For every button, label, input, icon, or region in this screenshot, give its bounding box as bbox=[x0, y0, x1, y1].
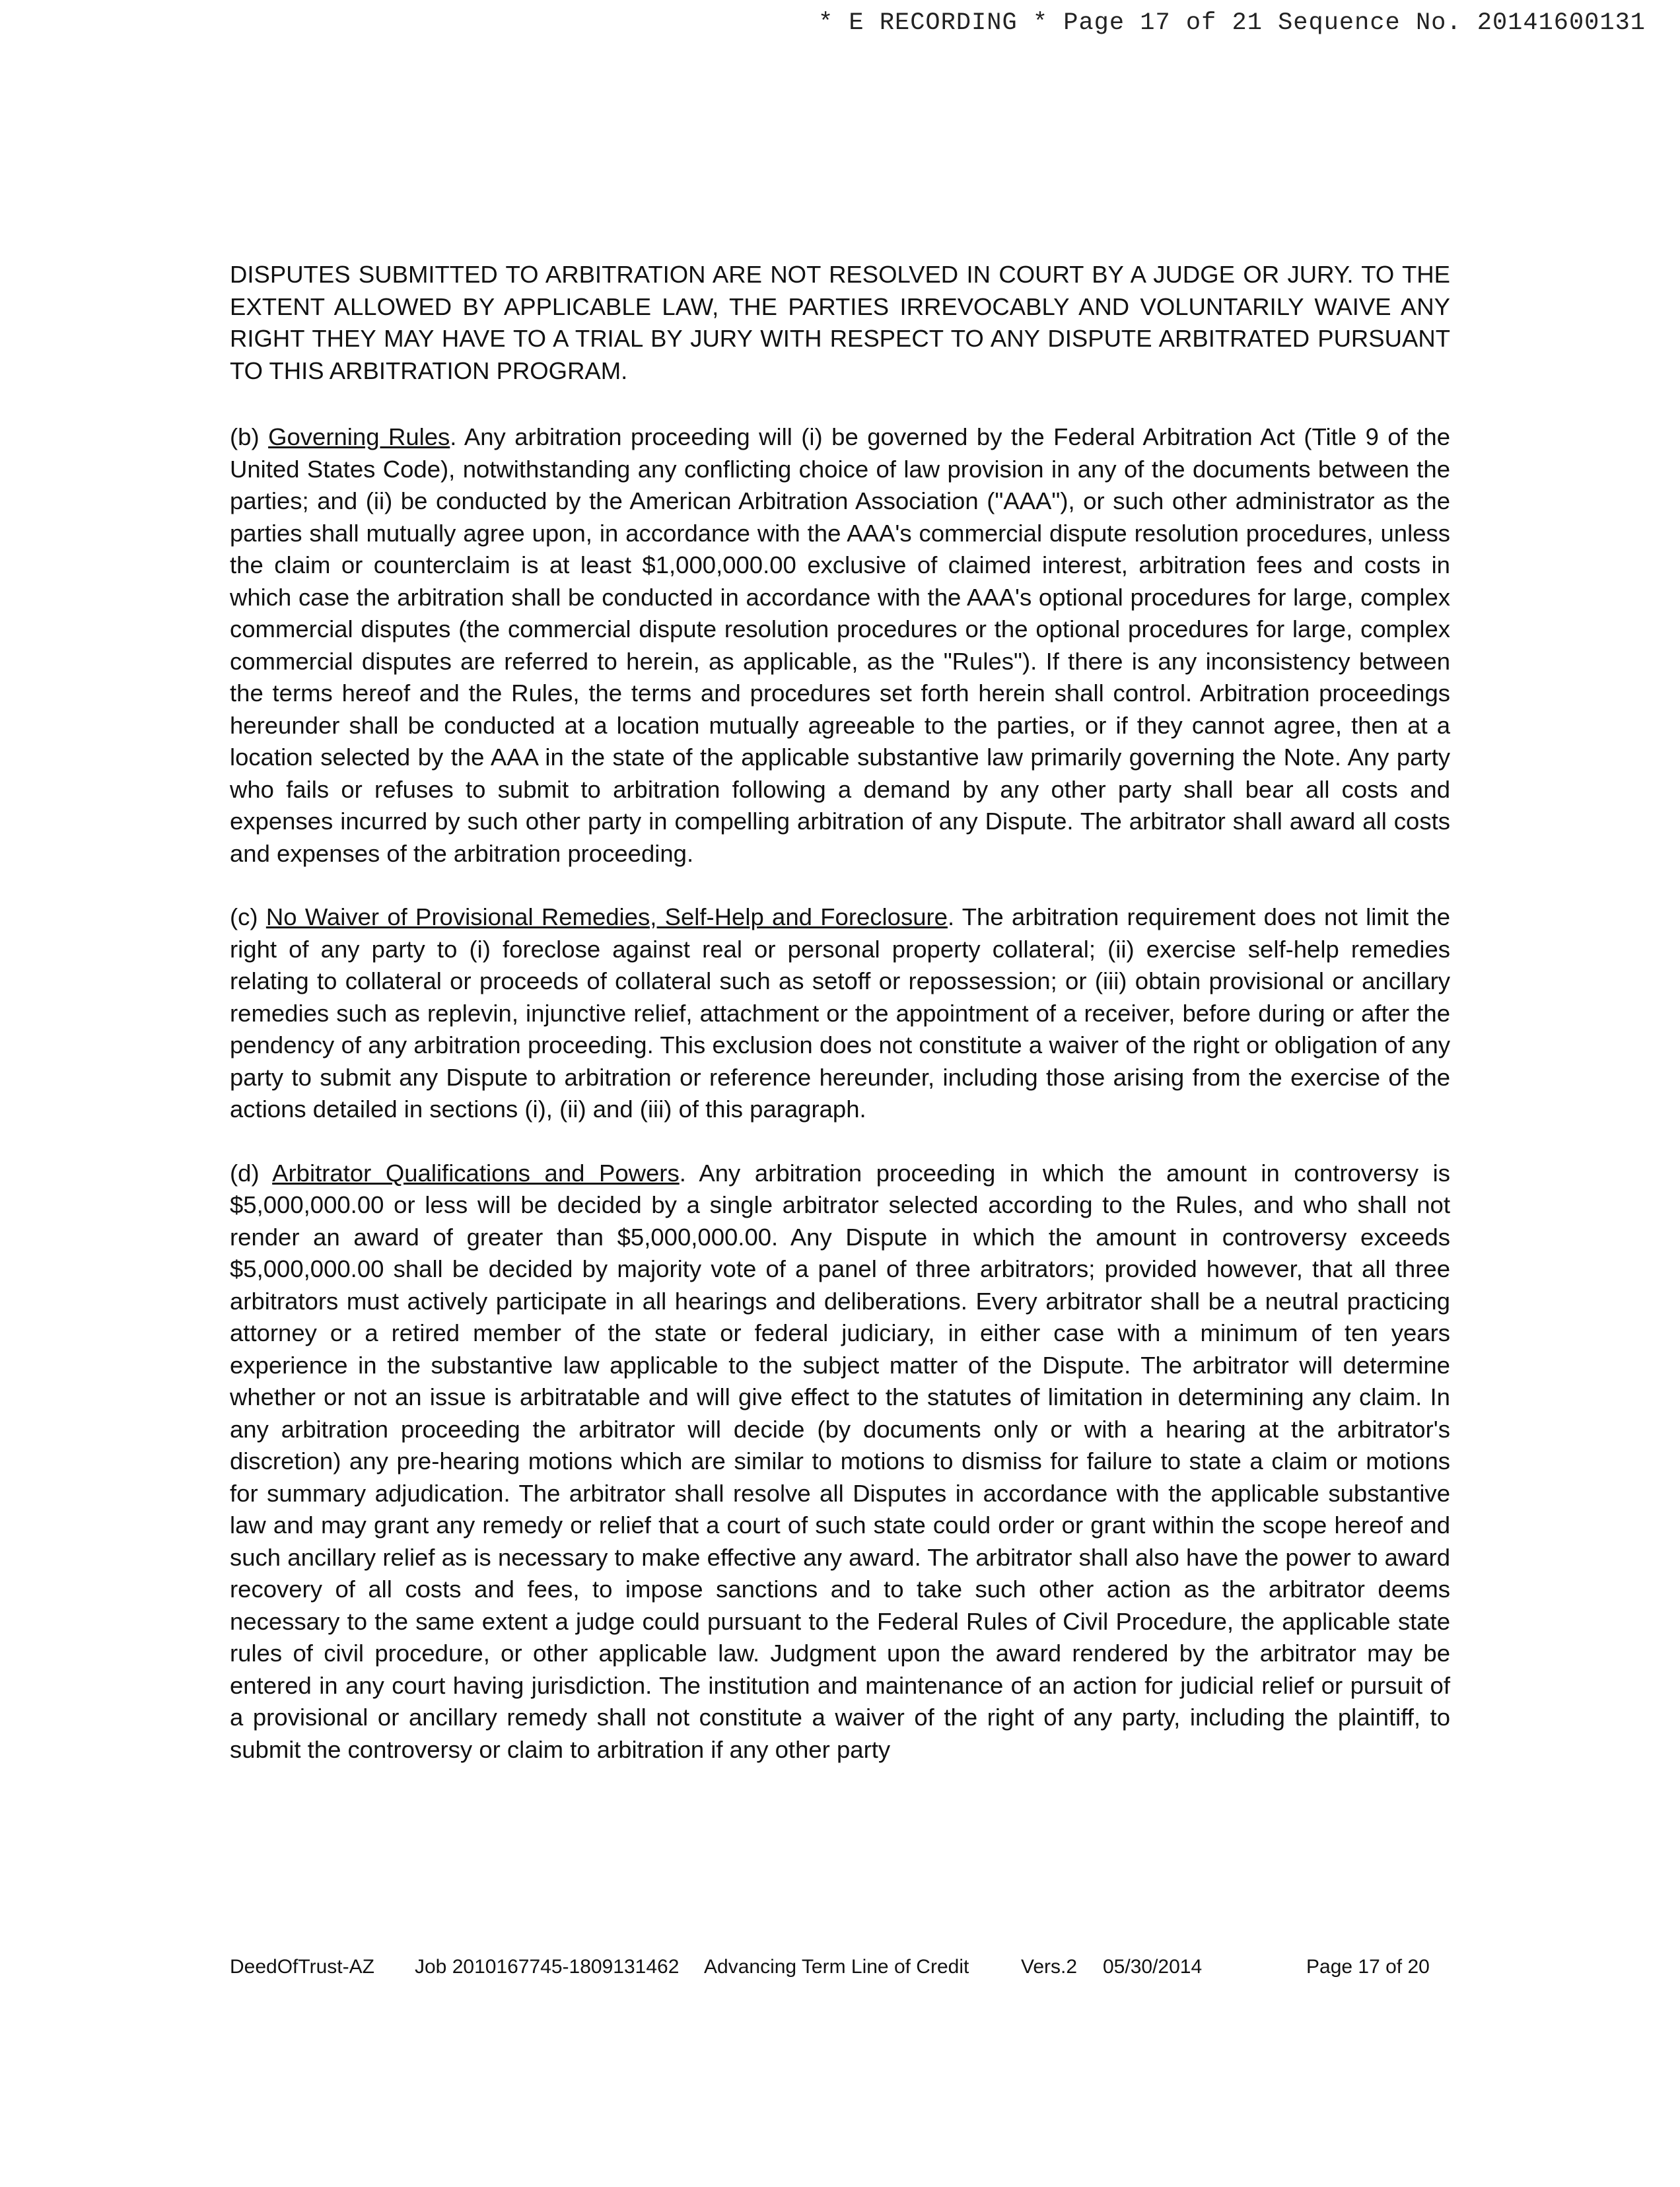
footer-product: Advancing Term Line of Credit bbox=[704, 1956, 969, 1978]
footer-form-name: DeedOfTrust-AZ bbox=[230, 1956, 374, 1978]
section-b-body: . Any arbitration proceeding will (i) be governed by the Federal Arbitration Act (Title 9 of the United States Code), notwithstanding any conflicting choice of law provision in any of the documents between the parties; and (ii) be conducted by the American Arbitration Association ("AAA"), or such other administrator as the parties shall mutually agree upon, in accordance with the AAA's commercial dispute resolution procedures, unless the claim or counterclaim is at least $1,000,000.00 exclusive of claimed interest, arbitration fees and costs in which case the arbitration shall be conducted in accordance with the AAA's optional procedures for large, complex commercial disputes (the commercial dispute resolution procedures or the optional procedures for large, complex commercial disputes are referred to herein, as applicable, as the "Rules"). If there is any inconsistency between the terms hereof and the Rules, the terms and procedures set forth herein shall control. Arbitration proceedings hereunder shall be conducted at a location mutually agreeable to the parties, or if they cannot agree, then at a location selected by the AAA in the state of the applicable substantive law primarily governing the Note. Any party who fails or refuses to submit to arbitration following a demand by any other party shall bear all costs and expenses incurred by such other party in compelling arbitration of any Dispute. The arbitrator shall award all costs and expenses of the arbitration proceeding. bbox=[230, 423, 1451, 867]
footer-page-number: Page 17 of 20 bbox=[1306, 1956, 1430, 1978]
recording-header: * E RECORDING * Page 17 of 21 Sequence No. 20141600131 bbox=[818, 9, 1646, 37]
section-b-label: (b) bbox=[230, 423, 269, 450]
section-d-heading: Arbitrator Qualifications and Powers bbox=[272, 1159, 680, 1187]
section-b-heading: Governing Rules bbox=[268, 423, 450, 450]
section-c-heading: No Waiver of Provisional Remedies, Self-Help and Foreclosure bbox=[265, 903, 948, 930]
no-waiver-paragraph bbox=[230, 901, 1450, 1126]
section-d-label: (d) bbox=[230, 1159, 273, 1187]
arbitrator-qualifications-paragraph bbox=[230, 1158, 1450, 1766]
governing-rules-paragraph bbox=[230, 421, 1450, 870]
document-body bbox=[230, 259, 1450, 1797]
section-c-label: (c) bbox=[230, 903, 266, 930]
jury-waiver-paragraph: DISPUTES SUBMITTED TO ARBITRATION ARE NOT RESOLVED IN COURT BY A JUDGE OR JURY. TO THE EXTENT ALLOWED BY APPLICABLE LAW, THE PARTIES IRREVOCABLY AND VOLUNTARILY WAIVE ANY RIGHT THEY MAY HAVE TO A TRIAL BY JURY WITH RESPECT TO ANY DISPUTE ARBITRATED PURSUANT TO THIS ARBITRATION PROGRAM. bbox=[230, 261, 1450, 384]
footer-job: Job 2010167745-1809131462 bbox=[415, 1956, 680, 1978]
section-d-body: . Any arbitration proceeding in which the amount in controversy is $5,000,000.00 or less will be decided by a single arbitrator selected according to the Rules, and who shall not render an award of greater than $5,000,000.00. Any Dispute in which the amount in controversy exceeds $5,000,000.00 shall be decided by majority vote of a panel of three arbitrators; provided however, that all three arbitrators must actively participate in all hearings and deliberations. Every arbitrator shall be a neutral practicing attorney or a retired member of the state or federal judiciary, in either case with a minimum of ten years experience in the substantive law applicable to the subject matter of the Dispute. The arbitrator will determine whether or not an issue is arbitratable and will give effect to the statutes of limitation in determining any claim. In any arbitration proceeding the arbitrator will decide (by documents only or with a hearing at the arbitrator's discretion) any pre-hearing motions which are similar to motions to dismiss for failure to state a claim or motions for summary adjudication. The arbitrator shall resolve all Disputes in accordance with the applicable substantive law and may grant any remedy or relief that a court of such state could order or grant within the scope hereof and such ancillary relief as is necessary to make effective any award. The arbitrator shall also have the power to award recovery of all costs and fees, to impose sanctions and to take such other action as the arbitrator deems necessary to the same extent a judge could pursuant to the Federal Rules of Civil Procedure, the applicable state rules of civil procedure, or other applicable law. Judgment upon the award rendered by the arbitrator may be entered in any court having jurisdiction. The institution and maintenance of an action for judicial relief or pursuit of a provisional or ancillary remedy shall not constitute a waiver of the right of any party, including the plaintiff, to submit the controversy or claim to arbitration if any other party bbox=[230, 1159, 1450, 1763]
footer-date: 05/30/2014 bbox=[1103, 1956, 1203, 1978]
section-c-body: . The arbitration requirement does not limit the right of any party to (i) foreclose against real or personal property collateral; (ii) exercise self-help remedies relating to collateral or proceeds of collateral such as setoff or repossession; or (iii) obtain provisional or ancillary remedies such as replevin, injunctive relief, attachment or the appointment of a receiver, before during or after the pendency of any arbitration proceeding. This exclusion does not constitute a waiver of the right or obligation of any party to submit any Dispute to arbitration or reference hereunder, including those arising from the exercise of the actions detailed in sections (i), (ii) and (iii) of this paragraph. bbox=[230, 903, 1450, 1123]
footer-version: Vers.2 bbox=[1021, 1956, 1078, 1978]
